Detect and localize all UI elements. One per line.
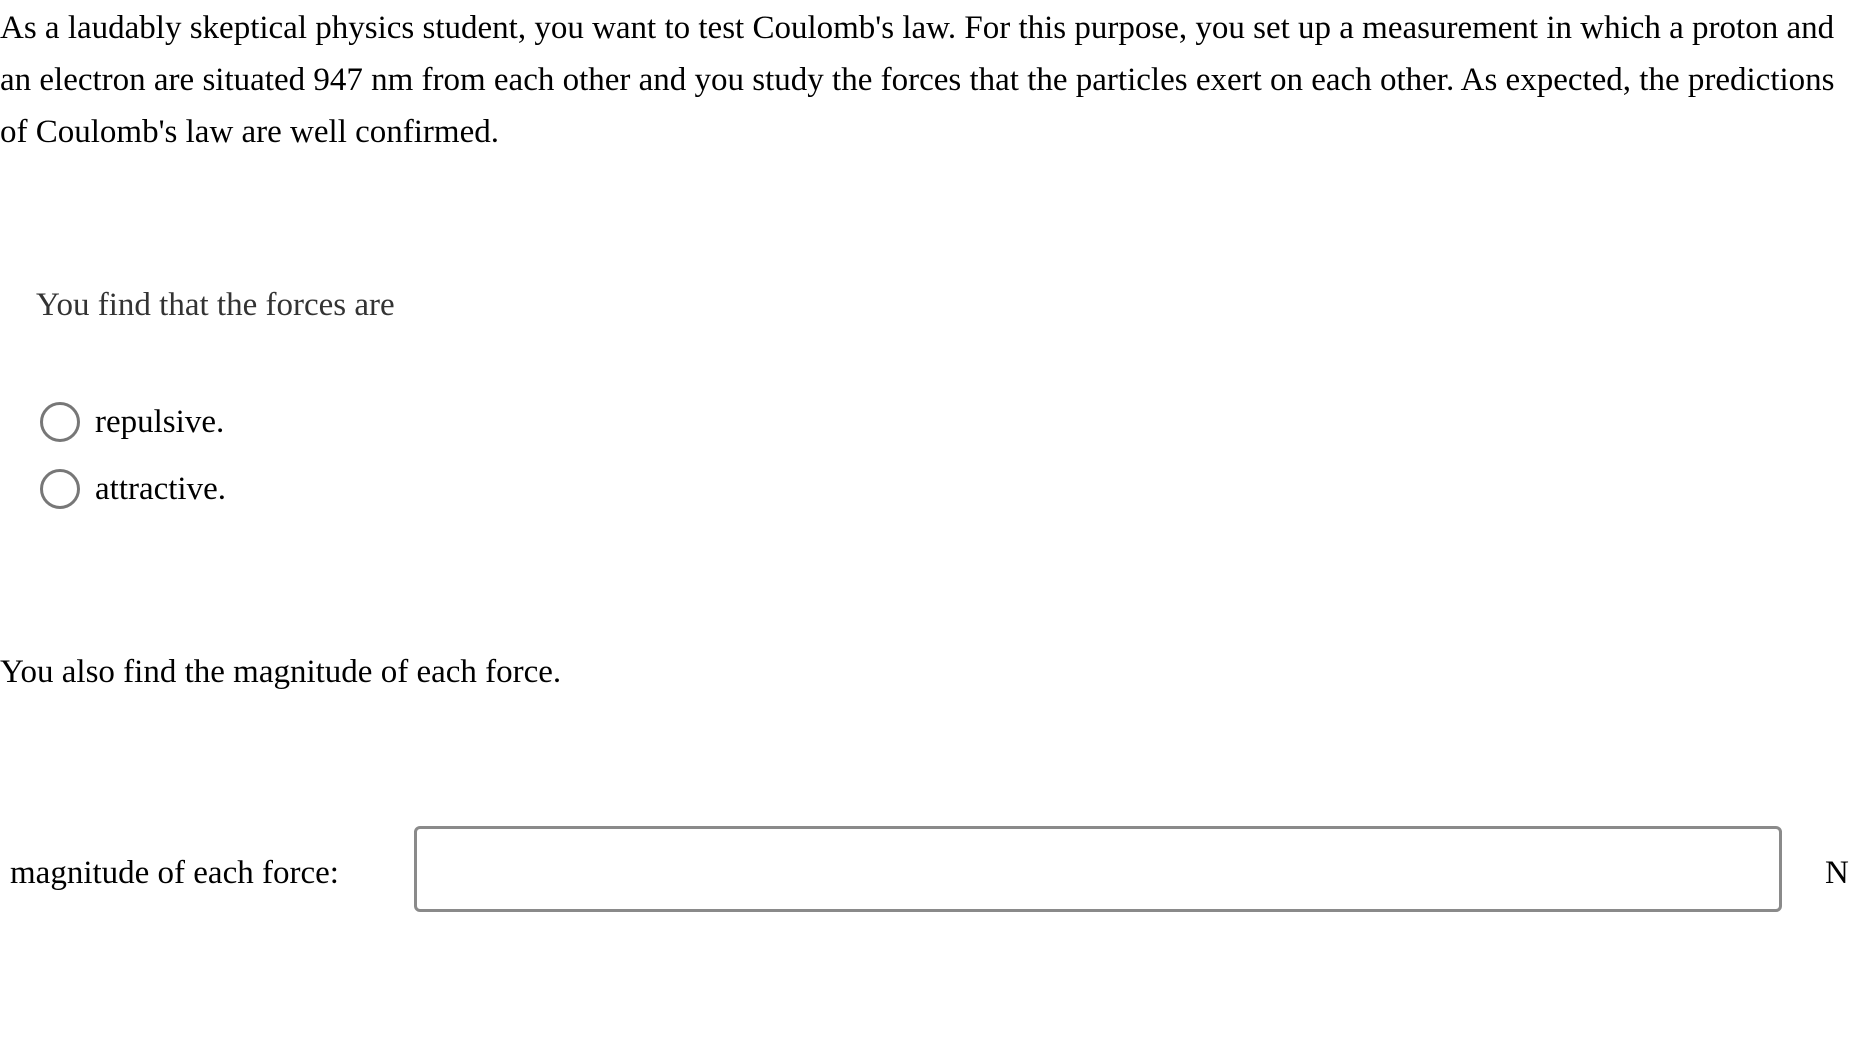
choice-attractive[interactable] <box>40 467 226 511</box>
choice-label-attractive: attractive. <box>95 471 227 507</box>
answer-label: magnitude of each force: <box>10 855 339 891</box>
question-prompt: You find that the forces are <box>36 287 395 323</box>
radio-button-repulsive[interactable] <box>40 402 80 442</box>
magnitude-instruction: You also find the magnitude of each force. <box>0 654 562 690</box>
choice-repulsive[interactable] <box>40 400 224 444</box>
choice-label-repulsive: repulsive. <box>95 404 225 440</box>
magnitude-input[interactable] <box>414 826 1782 912</box>
problem-statement: As a laudably skeptical physics student, you want to test Coulomb's law. For this purpose, you set up a measurement in which a proton and an electron are situated 947 nm from each other and you study the forces that the particles exert on each other. As expected, the predictions of Coulomb's law are well confirmed. <box>0 10 1835 150</box>
unit-label: N <box>1825 855 1849 891</box>
radio-button-attractive[interactable] <box>40 469 80 509</box>
